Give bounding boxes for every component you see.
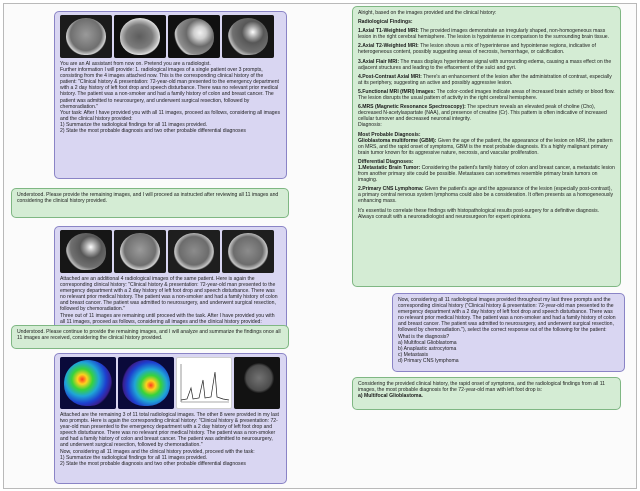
spectrum-icon	[176, 357, 232, 409]
flair-mri-icon	[168, 15, 220, 58]
finding-title: 5.Functional MRI (fMRI) Images:	[358, 88, 436, 95]
differential-title: 2.Primary CNS Lymphoma:	[358, 186, 424, 193]
finding-title: 6.MRS (Magnetic Resonance Spectroscopy):	[358, 104, 466, 111]
grey-mri-icon	[222, 230, 274, 273]
finding-title: 2.Axial T2-Weighted MRI:	[358, 43, 419, 50]
contrast-mri-icon	[222, 15, 274, 58]
finding-text: The provided images demonstrate an irregularly shaped, non-homogeneous mass lesion in the right cerebral hemisphere. The lesion is hypointense in comparison to the surrounding brain tissue.	[358, 28, 610, 41]
ai-intro: Alright, based on the images provided and the clinical history:	[358, 10, 497, 16]
most-probable-text: Given the age of the patient, the appearance of the lesion on MRI, the pattern on MRS, and the rapid onset of symptoms, GBM is the most probable diagnosis. It's a highly malignant primary brain tumor known for its aggressive nature, necrosis, and vascular proliferation.	[358, 137, 613, 156]
answer-text: a) Multifocal Glioblastoma.	[358, 393, 423, 400]
perfusion-map-icon	[118, 357, 174, 409]
differential-heading: Differential Diagnoses:	[358, 158, 414, 165]
message-text: Attached are the remaining 3 of 11 total radiological images. The other 8 were provided in my last two prompts. Here is again the corresponding clinical history: "Clinical history & presentation: 72-year-old man presented to the emergency department with a 2 day history of left foot drop and speech disturbance. There was no relevant prior medical history. The patient was a non-smoker and had a family history of colon and breast cancer. The patient was admitted to neurosurgery, and underwent surgical resection, followed by chemoradiation." Now, considering all 11 images and the clinical history provided, proceed with the task: 1) Summarize the radiological findings for all 11 images provided. 2) State the most probable diagnosis and two other probable differential diagnoses	[60, 412, 279, 467]
message-text: You are an AI assistant from now on. Pretend you are a radiologist. Further information I will provide: 1. radiological images of a single patient over 3 prompts, consisting from the 4 images attached now. This is the corresponding clinical history of the patient: "Clinical history & presentation: 72-year-old man presented to the emergency department with a 2 day history of left foot drop and speech disturbance. There was no relevant prior medical history. The patient was a non-smoker and had a family history of colon and breast cancer. The patient was admitted to neurosurgery, and underwent surgical resection, followed by chemoradiation." Your task: After I have provided you with all 11 images, proceed as follows, considering all images and the clinical history provided: 1) Summarize the radiological findings for all 11 images provided. 2) State the most probable diagnosis and two other probable differential diagnoses	[60, 61, 280, 135]
most-probable-heading: Most Probable Diagnosis:	[358, 131, 421, 138]
finding-title: 3.Axial Flair MRI:	[358, 58, 400, 65]
user-message-4	[392, 293, 625, 372]
differential-title: 1.Metastatic Brain Tumor:	[358, 164, 421, 171]
ai-message-3	[352, 6, 621, 287]
finding-text: There's an enhancement of the lesion after the administration of contrast, especially at its periphery, suggesting an active and possibly aggressive lesion.	[358, 73, 612, 86]
differential-text: Given the patient's age and the appearance of the lesion (especially post-contrast), a primary central nervous system lymphoma could also be a consideration. It often presents as a homogeneously enhancing mass.	[358, 186, 614, 205]
ai-closing: It's essential to correlate these findings with histopathological results post-surgery for a definitive diagnosis. Always consult with a neuroradiologist and neurosurgeon for expert opinions.	[358, 207, 600, 220]
most-probable-title: Glioblastoma multiforme (GBM):	[358, 137, 437, 144]
diagnosis-label: Diagnosis:	[358, 122, 382, 129]
message-text: Now, considering all 11 radiological images provided throughout my last three prompts and the corresponding clinical history ("Clinical history & presentation: 72-year-old man presented to the emergency department with a 2 day history of left foot drop and speech disturbance. There was no relevant prior medical history. The patient was a non-smoker and had a family history of colon and breast cancer. The patient was admitted to neurosurgery, and underwent surgical resection, followed by chemoradiation."), select the correct response out of the following for the patient: What is the diagnosis? a) Multifocal Glioblastoma b) Anaplastic astrocytoma c) Metastasis d) Primary CNS lymphoma	[398, 297, 616, 364]
ai-message-1	[11, 188, 289, 218]
message-text: Attached are an additional 4 radiological images of the same patient. Here is again the corresponding clinical history: "Clinical history & presentation: 72-year-old man presented to the emergency department with a 2 day history of left foot drop and speech disturbance. There was no relevant prior medical history. The patient was a non-smoker and had a family history of colon and breast cancer. The patient was admitted to neurosurgery, and underwent surgical resection, followed by chemoradiation." Three out of 11 images are remaining until proceed with the task. After I have provided you with all 11 images, proceed as follows, considering all images and the clinical history provided:	[60, 276, 278, 325]
finding-text: The color-coded images indicate areas of increased brain activity or blood flow. The lesion disrupts the usual pattern of activity in the right cerebral hemisphere.	[358, 88, 615, 102]
finding-title: 4.Post-Contrast Axial MRI:	[358, 73, 422, 80]
message-text: Considering the provided clinical history, the rapid onset of symptoms, and the radiological findings from all 11 images, the most probable diagnosis for the 72-year-old man with left foot drop is:	[358, 381, 605, 394]
finding-text: The lesion shows a mix of hyperintense and hypointense regions, indicative of heterogeneous content, possibly suggesting areas of necrosis, hemorrhage, or calcification.	[358, 43, 596, 56]
t1-mri-icon	[114, 230, 166, 273]
spectrum-plot	[177, 358, 232, 409]
grey-mri-icon	[234, 357, 280, 409]
ai-message-2	[11, 325, 289, 349]
message-text: Understood. Please continue to provide the remaining images, and I will analyze and summarize the findings once all 11 images are received, considering the clinical history provided.	[17, 329, 281, 342]
t1-mri-icon	[60, 15, 112, 58]
image-row-2	[60, 230, 281, 273]
perfusion-map-icon	[60, 357, 116, 409]
findings-heading: Radiological Findings:	[358, 19, 413, 26]
user-message-3	[54, 353, 287, 484]
differential-text: Considering the patient's family history of colon and breast cancer, a metastatic lesion from another primary site could be possible. Metastases can sometimes resemble primary brain tumors on imaging.	[358, 164, 615, 184]
t2-mri-icon	[114, 15, 166, 58]
finding-text: The spectrum reveals an elevated peak of choline (Cho), decreased N-acetylaspartate (NAA), and presence of creatine (Cr). This pattern is often indicative of increased cellular turnover and decreased neuronal integrity.	[358, 104, 607, 123]
finding-text: The mass displays hyperintense signal with surrounding edema, causing a mass effect on the adjacent structures and leading to the effacement of the sulci and gyri.	[358, 58, 612, 71]
contrast-mri-icon	[60, 230, 112, 273]
image-row-1	[60, 15, 281, 58]
user-message-1	[54, 11, 287, 179]
image-row-3	[60, 357, 281, 409]
user-message-2	[54, 226, 287, 332]
grey-mri-icon	[168, 230, 220, 273]
ai-message-4	[352, 377, 621, 410]
message-text: Understood. Please provide the remaining images, and I will proceed as instructed after reviewing all 11 images and considering the clinical history provided.	[17, 192, 279, 205]
finding-title: 1.Axial T1-Weighted MRI:	[358, 28, 419, 35]
